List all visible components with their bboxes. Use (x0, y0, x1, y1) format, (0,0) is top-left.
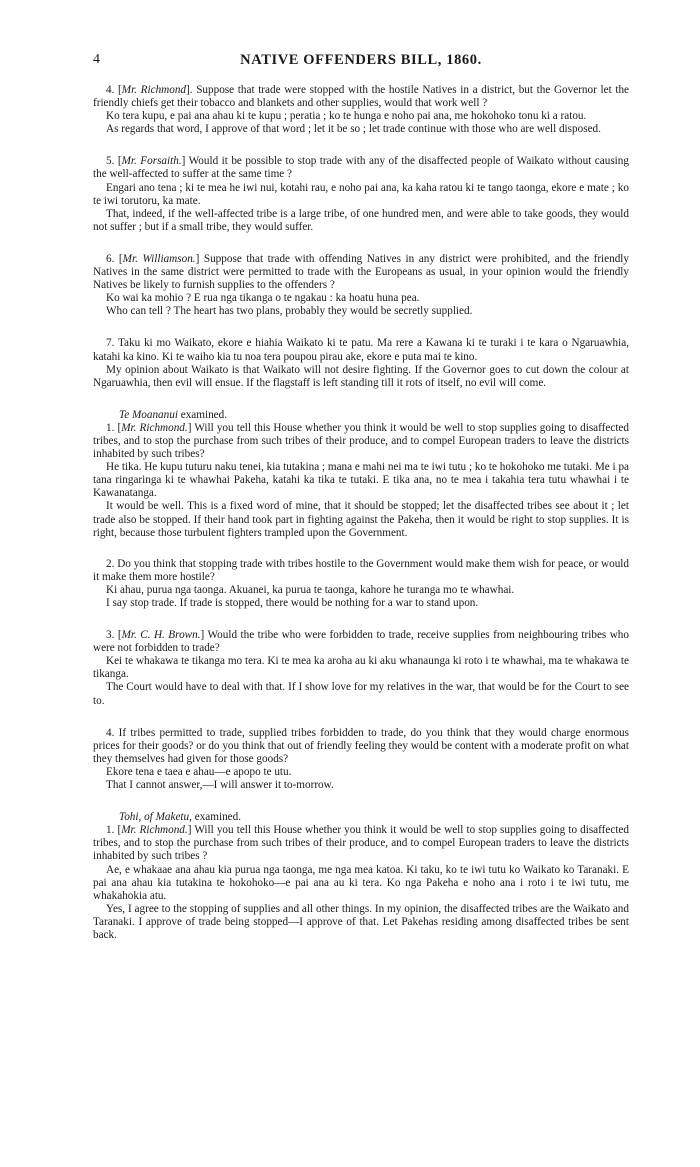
answer-paragraph (93, 779, 629, 792)
paragraph-text: ] Suppose that trade with offending Natives in any district were prohibited, and the friendly Natives in the same district were permitted to trade with the Europeans as usual, in your opinion would the friendly Natives be likely to furnish supplies to the offenders ? (93, 252, 630, 292)
question-paragraph (93, 337, 629, 363)
question-paragraph (93, 629, 629, 655)
question-block (93, 629, 629, 708)
paragraph-text: ] Would the tribe who were forbidden to trade, receive supplies from neighbouring tribes who were not forbidden to trade? (93, 629, 629, 655)
paragraph-text: Ekore tena e taea e ahau—e apopo te utu. (106, 765, 292, 778)
questioner-name: Mr. Williamson. (122, 252, 196, 265)
paragraph-text: That I cannot answer,—I will answer it to-morrow. (106, 779, 334, 792)
paragraph-text: As regards that word, I approve of that word ; let it be so ; let trade continue with those who are well disposed. (106, 123, 601, 136)
witness-section (93, 409, 629, 540)
witness-name: Tohi, of Maketu, (119, 811, 192, 824)
paragraph-text: ] Will you tell this House whether you think it would be well to stop supplies going to disaffected tribes, and to stop the purchase from such tribes of their produce, and to compel European traders to leave the districts inhabited by such tribes ? (93, 824, 629, 863)
witness-heading (93, 409, 629, 422)
questioner-name: Mr. Richmond (121, 84, 187, 96)
answer-paragraph (93, 864, 629, 903)
paragraph-text: Kei te whakawa te tikanga mo tera. Ki te mea ka aroha au ki aku whanaunga ki roto i te whawhai, ma te whakawa te tikanga. (93, 655, 629, 681)
question-block (93, 84, 629, 136)
question-block (93, 155, 629, 234)
questioner-name: Mr. Forsaith. (121, 155, 182, 168)
answer-paragraph (93, 110, 629, 123)
paragraph-text: I say stop trade. If trade is stopped, there would be nothing for a war to stand upon. (106, 597, 479, 609)
question-block (93, 337, 629, 389)
answer-paragraph (93, 597, 629, 610)
paragraph-text: ]. Suppose that trade were stopped with the hostile Natives in a district, but the Governor let the friendly chiefs get their tobacco and blankets and other supplies, would that work well ? (93, 84, 629, 110)
page-number: 4 (93, 52, 100, 67)
answer-paragraph (93, 766, 629, 779)
question-number: 1. [ (106, 421, 122, 434)
question-block (93, 558, 629, 610)
paragraph-text: Engari ano tena ; ki te mea he iwi nui, kotahi rau, e noho pai ana, ka kaha ratou ki te tango taonga, ekore e mate ; ko te iwi torutoru, ka mate. (93, 181, 629, 207)
question-paragraph (93, 155, 629, 181)
question-block (93, 253, 629, 318)
paragraph-text: 2. Do you think that stopping trade with tribes hostile to the Government would make them wish for peace, or would it make them more hostile? (93, 557, 629, 583)
answer-paragraph (93, 292, 629, 305)
witness-heading-suffix: examined. (177, 408, 228, 421)
question-paragraph (93, 422, 629, 461)
question-number: 1. [ (106, 824, 122, 837)
answer-paragraph (93, 500, 629, 539)
question-paragraph (93, 253, 629, 292)
questioner-name: Mr. Richmond. (121, 824, 188, 837)
question-number: 6. [ (106, 252, 123, 265)
answer-paragraph (93, 584, 629, 597)
paragraph-text: Who can tell ? The heart has two plans, probably they would be secretly supplied. (106, 305, 473, 318)
question-number: 5. [ (106, 155, 122, 168)
paragraph-text: He tika. He kupu tuturu naku tenei, kia tutakina ; mana e mahi nei ma te iwi tutu ; ko te hokohoko me tutaki. Me i pa tana ringaringa ki te whawhai Pakeha, katahi ka tika te tutaki. E tika ana, no te mea i takahia tera tutu whawhai i te Kawanatanga. (93, 461, 629, 500)
questioner-name: Mr. C. H. Brown. (121, 629, 201, 642)
question-paragraph (93, 727, 629, 766)
paragraph-text: It would be well. This is a fixed word of mine, that it should be stopped; let the disaffected tribes see about it ; let trade also be stopped. If their hand took part in fighting against the Pakeha, then it would be right to stop supplies. It is right, because those turbulent fighters trampled upon the Government. (93, 500, 629, 539)
answer-paragraph (93, 655, 629, 681)
question-block (93, 727, 629, 792)
answer-paragraph (93, 461, 629, 500)
paragraph-text: That, indeed, if the well-affected tribe is a large tribe, of one hundred men, and were able to take goods, they would not suffer ; but if a small tribe, they would suffer. (93, 207, 629, 233)
question-number: 3. [ (106, 629, 122, 642)
answer-paragraph (93, 182, 629, 208)
question-number: 4. [ (106, 84, 122, 96)
answer-paragraph (93, 123, 629, 136)
paragraph-text: Ko wai ka mohio ? E rua nga tikanga o te ngakau : ka hoatu huna pea. (106, 292, 420, 305)
answer-paragraph (93, 364, 629, 390)
witness-section (93, 811, 629, 942)
paragraph-text: 4. If tribes permitted to trade, supplied tribes forbidden to trade, do you think that they would charge enormous prices for their goods? or do you think that out of friendly feeling they would be content with a moderate profit on what they themselves had given for those goods? (93, 726, 629, 765)
paragraph-text: Yes, I agree to the stopping of supplies and all other things. In my opinion, the disaffected tribes are the Waikato and Taranaki. I approve of trade being stopped—I approve of that. Let Pakehas residing among disaffected tribes be sent back. (93, 902, 629, 941)
answer-paragraph (93, 681, 629, 707)
page-header (93, 52, 629, 74)
question-paragraph (93, 824, 629, 863)
answer-paragraph (93, 208, 629, 234)
question-paragraph (93, 84, 629, 110)
paragraph-text: The Court would have to deal with that. If I show love for my relatives in the war, that would be for the Court to see to. (93, 681, 629, 707)
paragraph-text: My opinion about Waikato is that Waikato will not desire fighting. If the Governor goes to cut down the colour at Ngaruawhia, then evil will ensue. If the flagstaff is left standing till it rots of itself, no evil will come. (93, 363, 629, 389)
witness-heading-suffix: examined. (191, 811, 242, 824)
document-page (93, 52, 629, 960)
questioner-name: Mr. Richmond. (121, 421, 188, 434)
paragraph-text: Ki ahau, purua nga taonga. Akuanei, ka purua te taonga, kahore he turanga mo te whawhai. (106, 583, 515, 596)
paragraph-text: ] Will you tell this House whether you think it would be well to stop supplies going to disaffected tribes, and to stop the purchase from such tribes of their produce, and to compel European traders to leave the districts inhabited by such tribes? (93, 421, 629, 461)
paragraph-text: 7. Taku ki mo Waikato, ekore e hiahia Waikato ki te patu. Ma rere a Kawana ki te turaki i te kara o Ngaruawhia, katahi ka kino. Ki te waiho kia tu noa tera poupou pirau ake, ekore e puta mai te kino. (93, 337, 629, 363)
witness-name: Te Moananui (119, 408, 178, 421)
answer-paragraph (93, 305, 629, 318)
paragraph-text: Ko tera kupu, e pai ana ahau ki te kupu ; peratia ; ko te hunga e noho pai ana, me hokohoko tonu ki a ratou. (106, 110, 587, 123)
question-paragraph (93, 558, 629, 584)
witness-heading (93, 811, 629, 824)
document-body (93, 84, 629, 942)
paragraph-text: Ae, e whakaae ana ahau kia purua nga taonga, me nga mea katoa. Ki taku, ko te iwi tutu ko Waikato ko Taranaki. E pai ana ahau kia tutakina te hokohoko—e pai ana au ki tera. Ko nga Pakeha e noho ana i roto i te iwi tutu, me whakahokia atu. (93, 863, 629, 902)
answer-paragraph (93, 903, 629, 942)
page-title: NATIVE OFFENDERS BILL, 1860. (240, 52, 482, 68)
paragraph-text: ] Would it be possible to stop trade with any of the disaffected people of Waikato without causing the well-affected to suffer at the same time ? (93, 155, 629, 181)
